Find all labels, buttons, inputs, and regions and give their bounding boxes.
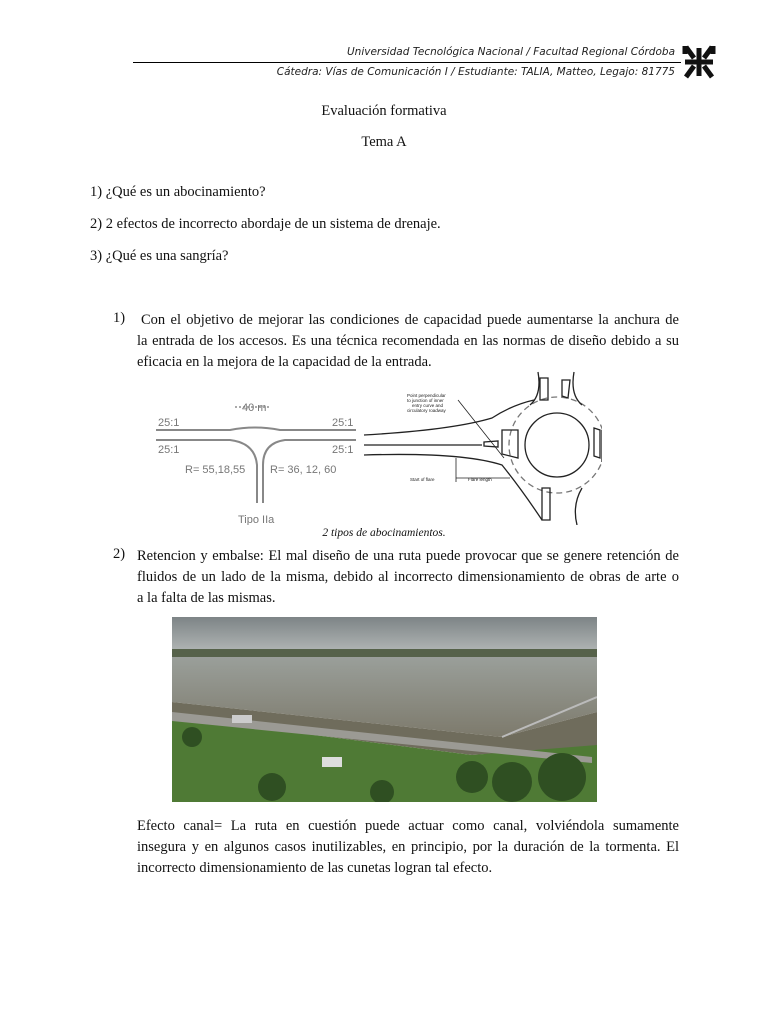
answer-1-text [137, 310, 679, 373]
slope-label: 25:1 [332, 417, 354, 429]
type-label: Tipo IIa [238, 514, 275, 525]
figure-caption: 2 tipos de abocinamientos. [322, 527, 446, 539]
radius-label: R= 36, 12, 60 [270, 464, 337, 476]
text-line: incorrecto dimensionamiento de las cunetas logran tal efecto. [137, 860, 493, 876]
text-line: insegura y en algunos casos inutilizables, en principio, por la duración de la tormenta. El [137, 839, 679, 855]
radius-label: R= 55,18,55 [185, 464, 246, 476]
note-text: to junction of inner [407, 398, 444, 403]
efecto-canal-text [137, 816, 679, 879]
slope-label: 25:1 [158, 417, 180, 429]
text-line: la entrada de los accesos. Es una técnica recomendada en las normas de diseño debido a su [137, 333, 679, 349]
figure-roundabout [362, 370, 602, 525]
dim-label: 40 m [242, 402, 267, 414]
header-university: Universidad Tecnológica Nacional / Facultad Regional Córdoba [347, 46, 675, 58]
text-line: fluidos de un lado de la misma, debido al incorrecto dimensionamiento de obras de arte o [137, 569, 679, 585]
utn-logo [682, 44, 716, 80]
flood-photo [172, 617, 597, 802]
text-line: eficacia en la mejora de la capacidad de la entrada. [137, 354, 432, 370]
slope-label: 25:1 [158, 444, 180, 456]
note-text: Point perpendicular [407, 393, 446, 398]
figure-tipo-iia [150, 385, 360, 525]
question-2: 2) 2 efectos de incorrecto abordaje de un sistema de drenaje. [90, 216, 441, 232]
question-3: 3) ¿Qué es una sangría? [90, 248, 229, 264]
text-line: Con el objetivo de mejorar las condiciones de capacidad puede aumentarse la anchura de [141, 312, 679, 328]
note-text: circulatory roadway [407, 408, 446, 413]
slope-label: 25:1 [332, 444, 354, 456]
answer-1-number: 1) [113, 310, 126, 326]
question-1: 1) ¿Qué es un abocinamiento? [90, 184, 266, 200]
header-course: Cátedra: Vías de Comunicación I / Estudiante: TALIA, Matteo, Legajo: 81775 [276, 66, 675, 78]
flare-length-label: Flare length [468, 477, 492, 482]
header-rule [133, 62, 681, 63]
document-subtitle: Tema A [361, 134, 407, 150]
document-title: Evaluación formativa [321, 103, 447, 119]
start-of-flare-label: Start of flare [410, 477, 435, 482]
answer-2-number: 2) [113, 546, 126, 562]
text-line: Efecto canal= La ruta en cuestión puede actuar como canal, volviéndola sumamente [137, 818, 679, 834]
text-line: a la falta de las mismas. [137, 590, 276, 606]
text-line: Retencion y embalse: El mal diseño de una ruta puede provocar que se genere retención de [137, 548, 679, 564]
answer-2-text [137, 546, 679, 609]
note-text: entry curve and [412, 403, 444, 408]
